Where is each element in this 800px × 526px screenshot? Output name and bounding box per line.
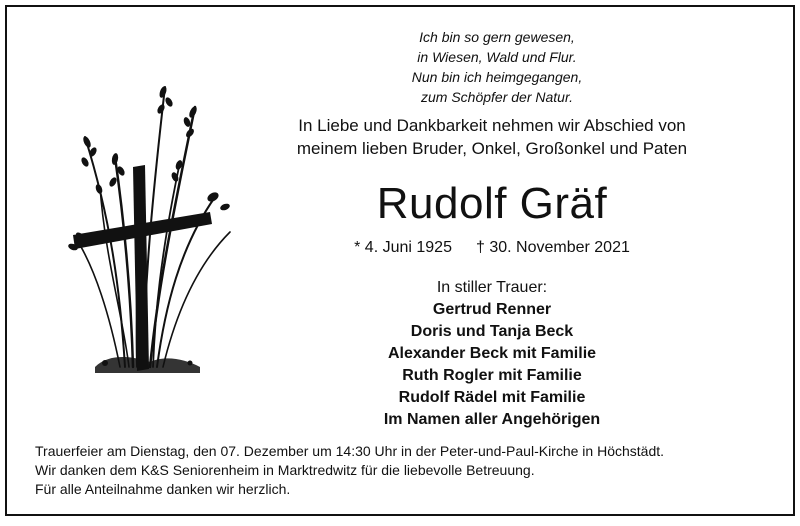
intro-line: In Liebe und Dankbarkeit nehmen wir Abschied von: [298, 116, 686, 135]
poem-line: Nun bin ich heimgegangen,: [411, 69, 583, 85]
life-dates: [257, 237, 727, 259]
mourner: Alexander Beck mit Familie: [387, 345, 597, 362]
intro-line: meinem lieben Bruder, Onkel, Großonkel und Paten: [296, 139, 688, 158]
deceased-name: Rudolf Gräf: [376, 179, 608, 228]
birth-date: * 4. Juni 1925: [354, 239, 452, 256]
cross-with-grass-icon: [65, 67, 240, 387]
mourners-list: [337, 277, 647, 431]
farewell-intro: [257, 114, 727, 160]
mourner: Im Namen aller Angehörigen: [383, 411, 601, 428]
poem-line: zum Schöpfer der Natur.: [421, 89, 573, 105]
mourning-label: In stiller Trauer:: [436, 279, 548, 296]
obituary-notice: [5, 5, 795, 516]
death-date: † 30. November 2021: [475, 239, 630, 256]
mourner: Gertrud Renner: [432, 301, 552, 318]
funeral-info: Trauerfeier am Dienstag, den 07. Dezember um 14:30 Uhr in der Peter-und-Paul-Kirche in Höchstädt.: [35, 443, 665, 459]
thanks-care: Wir danken dem K&S Seniorenheim in Marktredwitz für die liebevolle Betreuung.: [35, 462, 535, 478]
footer-notes: [35, 442, 775, 499]
thanks-sympathy: Für alle Anteilnahme danken wir herzlich.: [35, 481, 291, 497]
mourner: Doris und Tanja Beck: [410, 323, 574, 340]
poem-line: in Wiesen, Wald und Flur.: [417, 49, 577, 65]
mourner: Ruth Rogler mit Familie: [402, 367, 582, 384]
poem: [347, 27, 647, 107]
mourner: Rudolf Rädel mit Familie: [398, 389, 586, 406]
poem-line: Ich bin so gern gewesen,: [419, 29, 575, 45]
